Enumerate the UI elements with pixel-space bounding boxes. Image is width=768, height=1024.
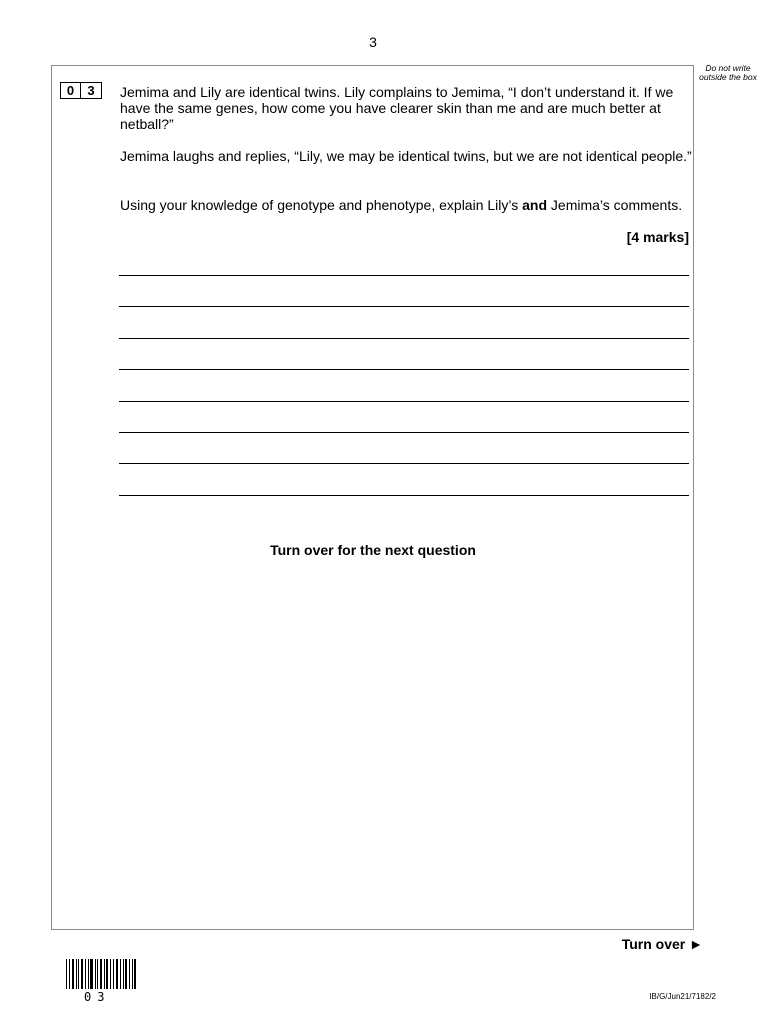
answer-line[interactable]: [119, 306, 689, 307]
question-paragraph-3: [120, 197, 692, 213]
turn-over-next-question: Turn over for the next question: [270, 542, 476, 558]
answer-line[interactable]: [119, 369, 689, 370]
answer-line[interactable]: [119, 463, 689, 464]
question-text-part: Using your knowledge of genotype and phenotype, explain Lily’s: [120, 197, 523, 213]
margin-note: Do not write outside the box: [699, 63, 757, 82]
question-emphasis: and: [522, 197, 548, 213]
turn-over-label: Turn over ►: [621, 936, 703, 952]
answer-line[interactable]: [119, 338, 689, 339]
question-text-part: Jemima’s comments.: [547, 197, 683, 213]
answer-line[interactable]: [119, 495, 689, 496]
answer-line[interactable]: [119, 275, 689, 276]
barcode-number: 03: [84, 990, 111, 1004]
answer-box-border: [51, 65, 694, 930]
barcode-icon: [66, 959, 136, 989]
question-number-box: [60, 82, 102, 99]
answer-line[interactable]: [119, 401, 689, 402]
question-paragraph-2: Jemima laughs and replies, “Lily, we may be identical twins, but we are not identical people.”: [120, 148, 692, 164]
paper-reference: IB/G/Jun21/7182/2: [649, 992, 716, 1001]
question-paragraph-1: Jemima and Lily are identical twins. Lily complains to Jemima, “I don’t understand it. If we have the same genes, how come you have clearer skin than me and are much better at netball?”: [120, 84, 674, 132]
question-number-digit-1: 0: [60, 82, 81, 99]
marks-label: [4 marks]: [626, 229, 689, 245]
page-number: 3: [369, 34, 377, 50]
question-number-digit-2: 3: [81, 82, 102, 99]
answer-line[interactable]: [119, 432, 689, 433]
